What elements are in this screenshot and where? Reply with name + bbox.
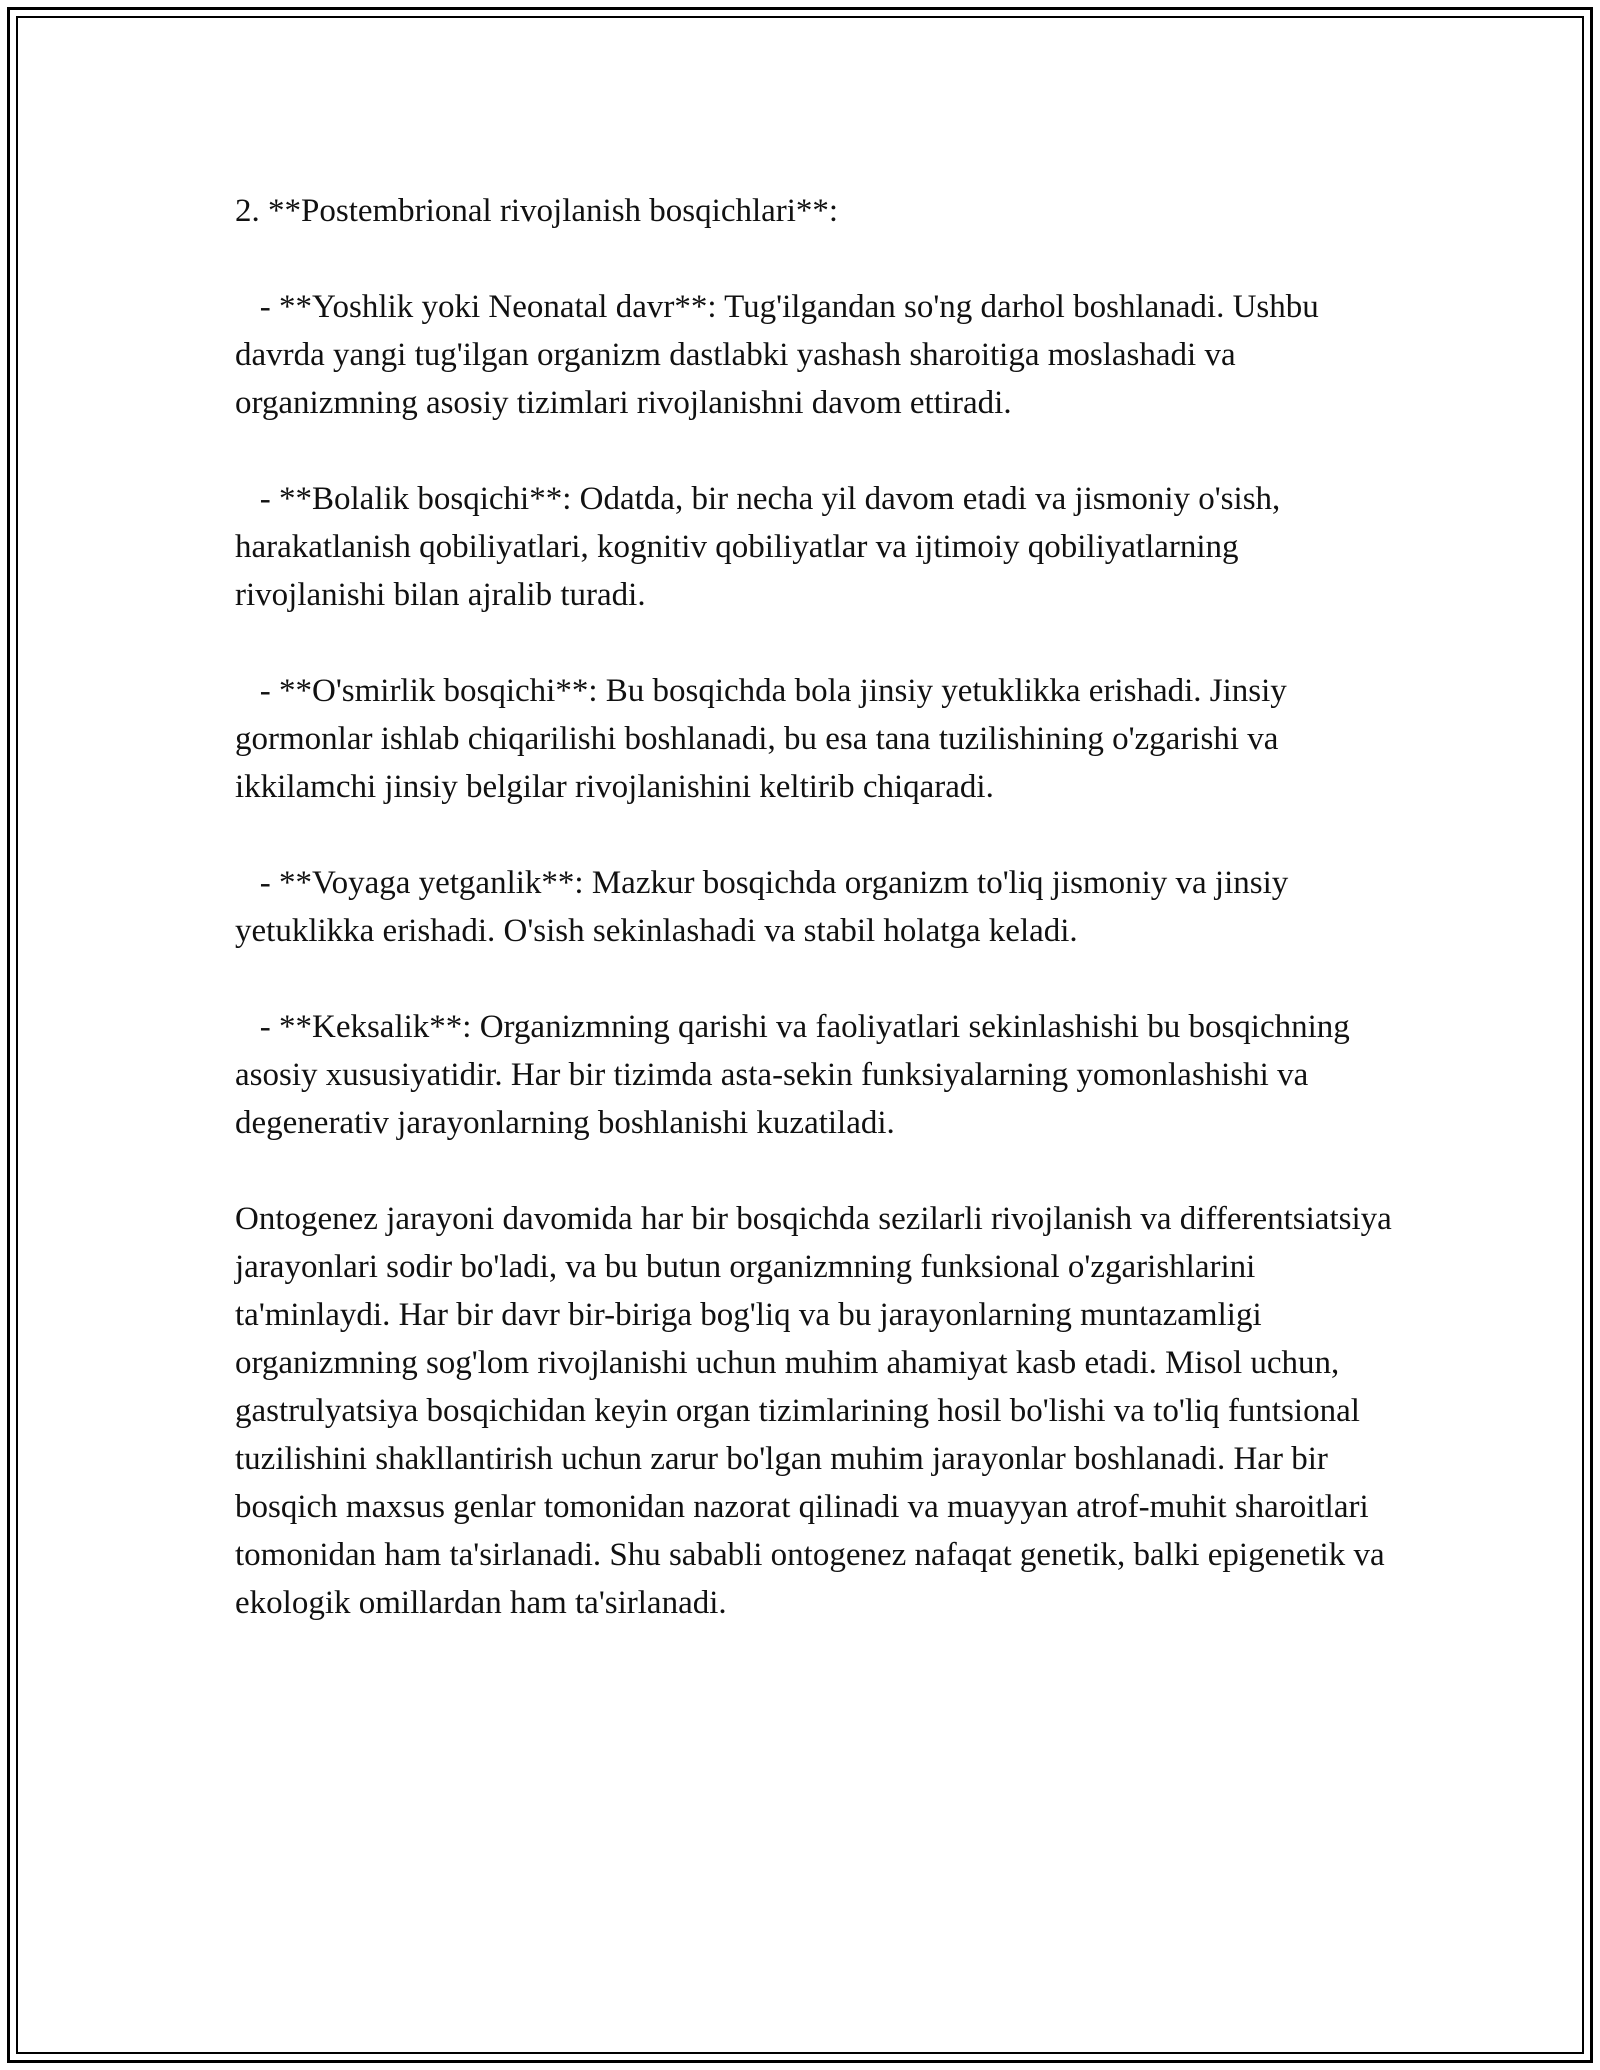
stage-old-age-paragraph: - **Keksalik**: Organizmning qarishi va faoliyatlari sekinlashishi bu bosqichning asosiy xususiyatidir. Har bir tizimda asta-sekin funksiyalarning yomonlashishi va degenerativ jarayonlarning boshlanishi kuzatiladi. [235, 1009, 1359, 1141]
stage-adulthood-paragraph: - **Voyaga yetganlik**: Mazkur bosqichda organizm to'liq jismoniy va jinsiy yetuklikka erishadi. O'sish sekinlashadi va stabil holatga keladi. [235, 865, 1297, 949]
document-body [235, 187, 1401, 1627]
stage-adolescence-paragraph: - **O'smirlik bosqichi**: Bu bosqichda bola jinsiy yetuklikka erishadi. Jinsiy gormonlar ishlab chiqarilishi boshlanadi, bu esa tana tuzilishining o'zgarishi va ikkilamchi jinsiy belgilar rivojlanishini keltirib chiqaradi. [235, 673, 1296, 805]
section-heading: 2. **Postembrional rivojlanish bosqichlari**: [235, 193, 839, 229]
stage-childhood-paragraph: - **Bolalik bosqichi**: Odatda, bir necha yil davom etadi va jismoniy o'sish, harakatlanish qobiliyatlari, kognitiv qobiliyatlar va ijtimoiy qobiliyatlarning rivojlanishi bilan ajralib turadi. [235, 481, 1289, 613]
stage-neonatal-paragraph: - **Yoshlik yoki Neonatal davr**: Tug'ilgandan so'ng darhol boshlanadi. Ushbu davrda yangi tug'ilgan organizm dastlabki yashash sharoitiga moslashadi va organizmning asosiy tizimlari rivojlanishni davom ettiradi. [235, 289, 1327, 421]
closing-paragraph: Ontogenez jarayoni davomida har bir bosqichda sezilarli rivojlanish va differentsiatsiya jarayonlari sodir bo'ladi, va bu butun organizmning funksional o'zgarishlarini ta'minlaydi. Har bir davr bir-biriga bog'liq va bu jarayonlarning muntazamligi organizmning sog'lom rivojlanishi uchun muhim ahamiyat kasb etadi. Misol uchun, gastrulyatsiya bosqichidan keyin organ tizimlarining hosil bo'lishi va to'liq funtsional tuzilishini shakllantirish uchun zarur bo'lgan muhim jarayonlar boshlanadi. Har bir bosqich maxsus genlar tomonidan nazorat qilinadi va muayyan atrof-muhit sharoitlari tomonidan ham ta'sirlanadi. Shu sababli ontogenez nafaqat genetik, balki epigenetik va ekologik omillardan ham ta'sirlanadi. [235, 1201, 1401, 1621]
